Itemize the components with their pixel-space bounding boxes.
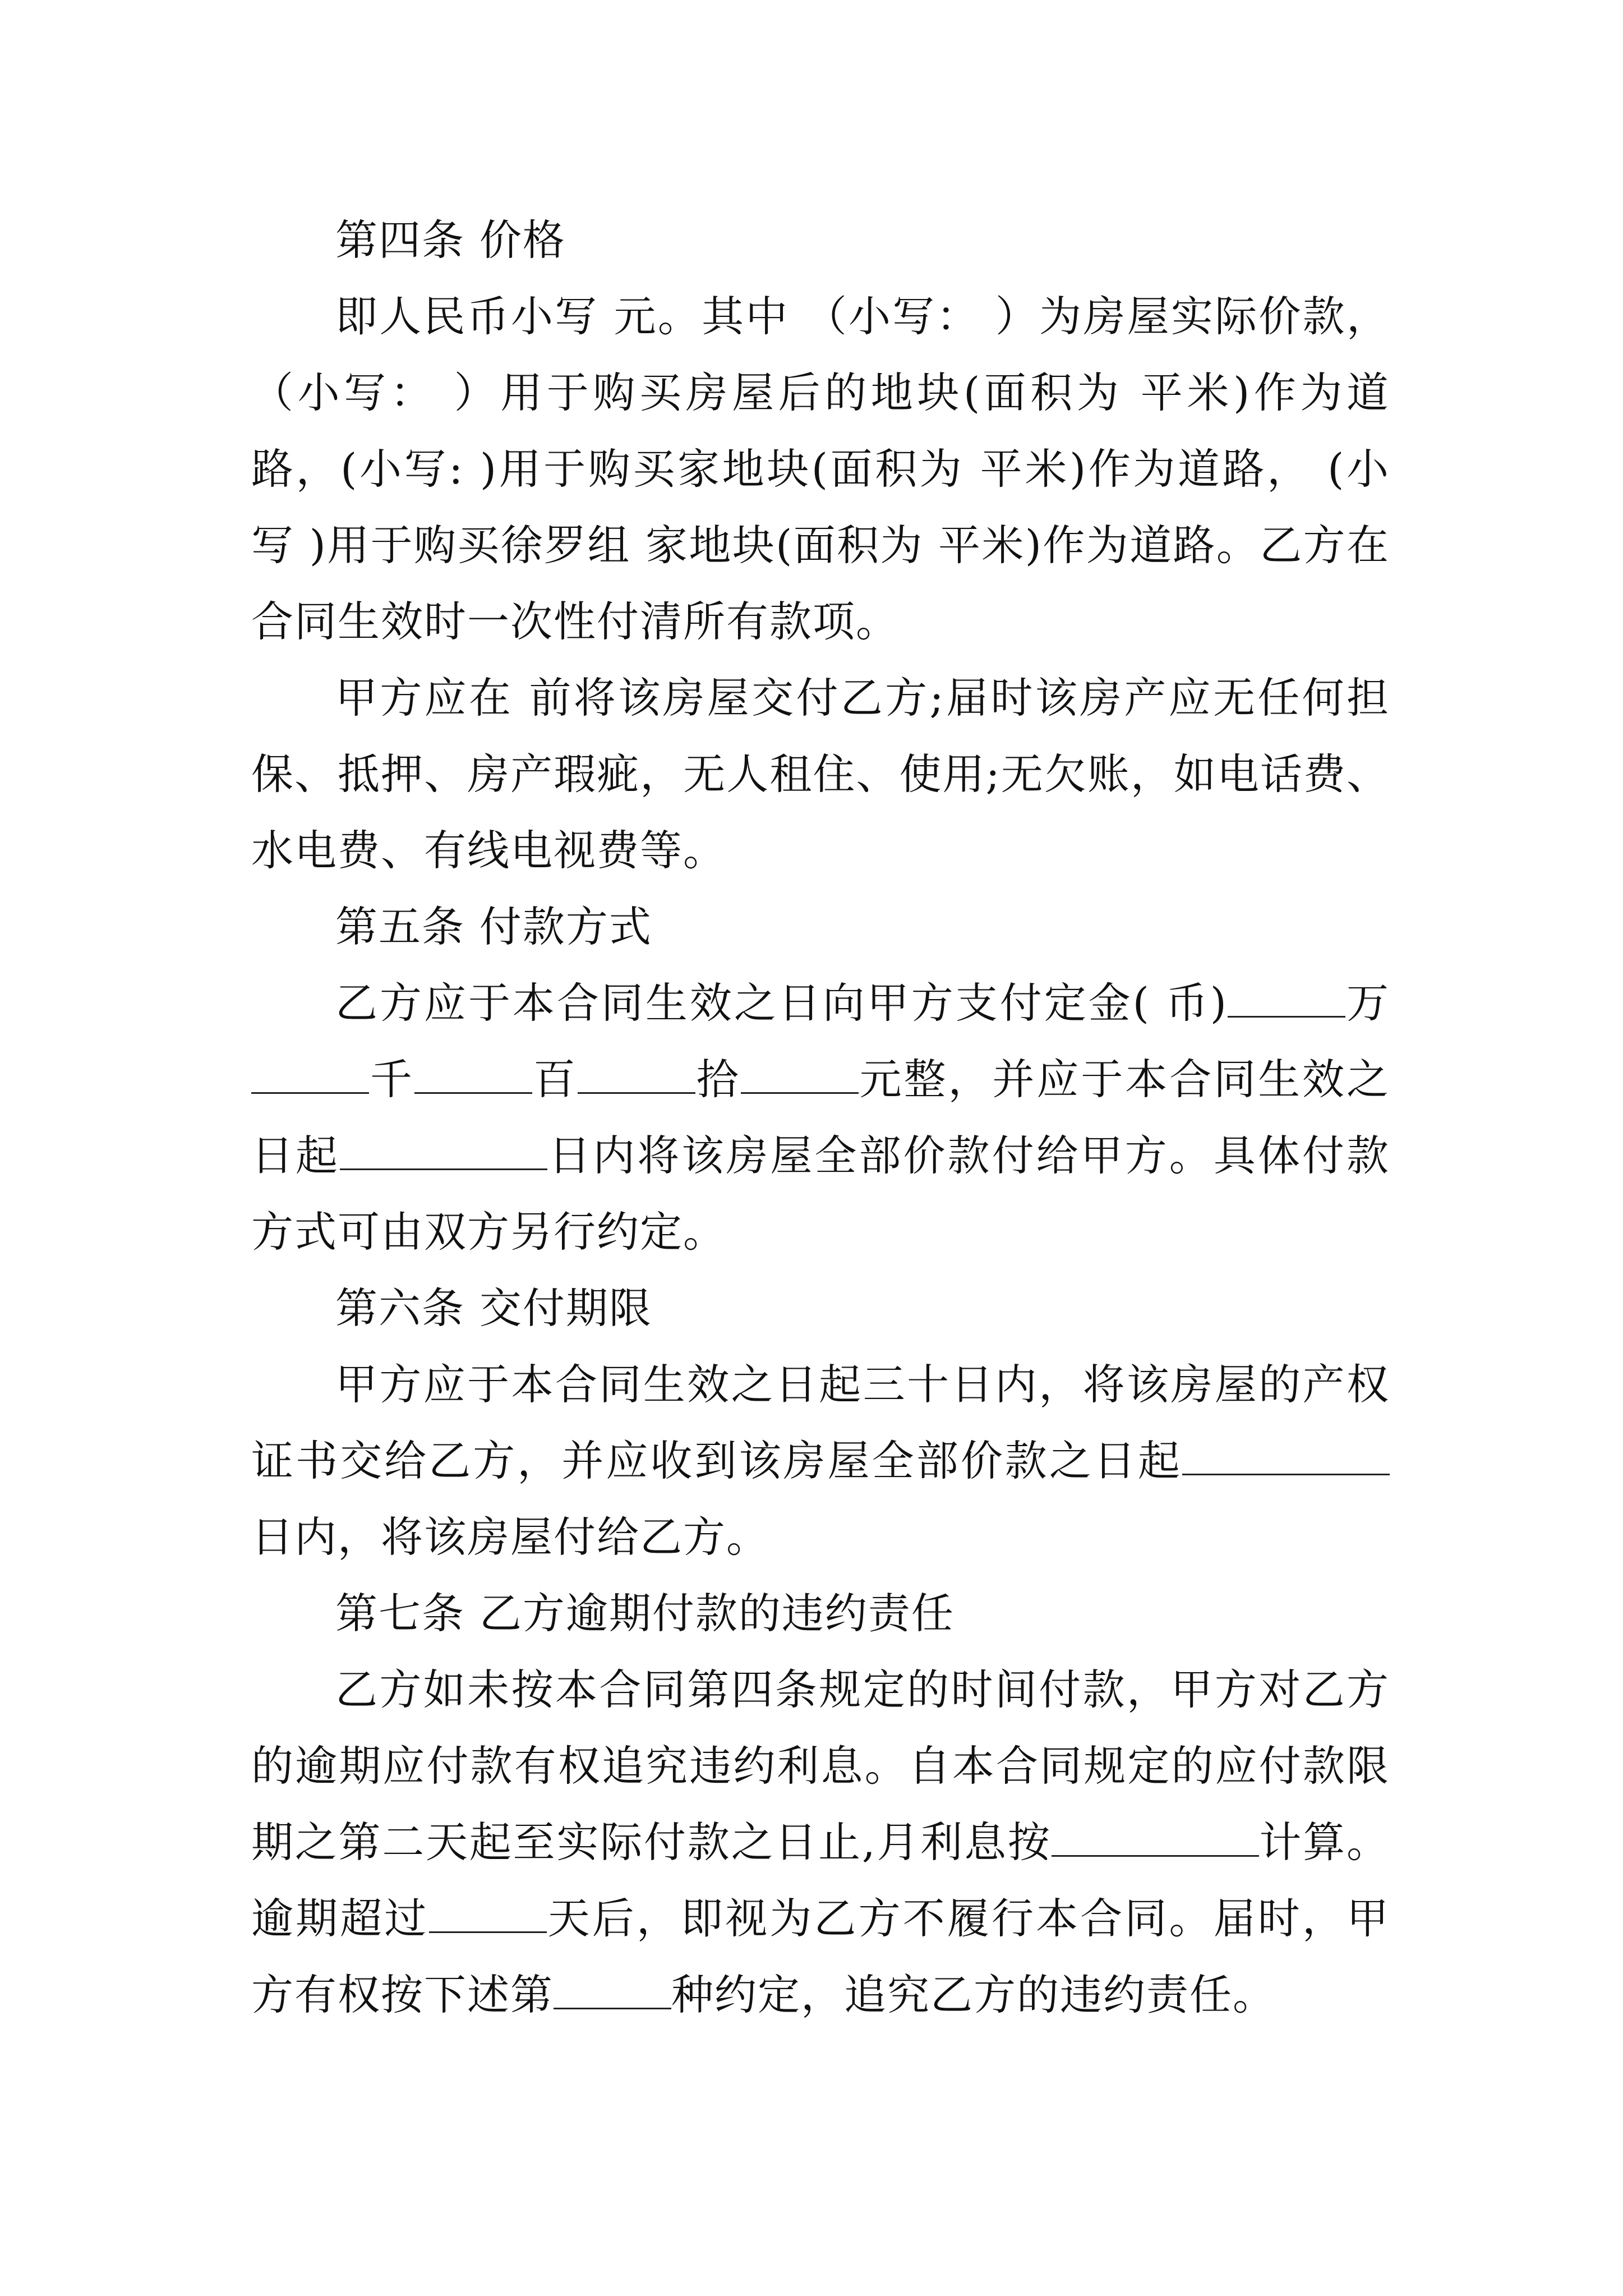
text-run: 种约定，追究乙方的违约责任。 bbox=[671, 1970, 1276, 2019]
blank-field bbox=[429, 1898, 547, 1933]
blank-field bbox=[578, 1059, 695, 1094]
section-5-payment-paragraph bbox=[251, 965, 1390, 1270]
text-run: 日内将该房屋全部价款付给甲方。具体付款方式可由双方另行约定。 bbox=[251, 1131, 1390, 1257]
section-7-liability-paragraph bbox=[251, 1651, 1390, 2033]
text-run: 拾 bbox=[695, 1055, 741, 1104]
blank-field bbox=[340, 1135, 547, 1170]
text-run: 计算。逾期超过 bbox=[251, 1818, 1390, 1943]
text-run: 天后，即视为乙方不履行本合同。届时，甲方有权按下述第 bbox=[251, 1894, 1390, 2019]
section-7-heading: 第七条 乙方逾期付款的违约责任 bbox=[335, 1589, 955, 1638]
text-run: 万 bbox=[1345, 978, 1390, 1028]
blank-field bbox=[741, 1059, 859, 1094]
text-run: 千 bbox=[369, 1055, 414, 1104]
section-6-delivery-term-paragraph bbox=[251, 1346, 1390, 1575]
blank-field bbox=[554, 1974, 671, 2009]
section-4-heading: 第四条 价格 bbox=[335, 215, 566, 265]
text-run: 乙方应于本合同生效之日向甲方支付定金( 币) bbox=[335, 978, 1228, 1028]
section-4-price-paragraph: 即人民币小写 元。其中 （小写： ）为房屋实际价款，（小写： ）用于购买房屋后的地块(面积为 平米)作为道路，(小写: )用于购买家地块(面积为 平米)作为道路， (小写 )用于购买徐罗组 家地块(面积为 平米)作为道路。乙方在合同生效时一次性付清所有款项。 bbox=[251, 292, 1390, 646]
blank-field bbox=[1052, 1821, 1259, 1857]
text-run: 日内，将该房屋付给乙方。 bbox=[251, 1512, 770, 1562]
text-run: 百 bbox=[532, 1055, 578, 1104]
blank-field bbox=[414, 1059, 532, 1094]
text-run: 元整，并应于本合同生效之日起 bbox=[251, 1055, 1390, 1180]
document-body bbox=[251, 202, 1390, 2033]
blank-field bbox=[251, 1059, 369, 1094]
blank-field bbox=[1182, 1440, 1390, 1475]
section-6-heading: 第六条 交付期限 bbox=[335, 1283, 652, 1333]
blank-field bbox=[1228, 982, 1345, 1018]
section-5-heading: 第五条 付款方式 bbox=[335, 902, 652, 951]
text-run: 乙方如未按本合同第四条规定的时间付款，甲方对乙方的逾期应付款有权追究违约利息。自本合同规定的应付款限期之第二天起至实际付款之日止,月利息按 bbox=[251, 1665, 1390, 1867]
section-4-delivery-paragraph: 甲方应在 前将该房屋交付乙方;届时该房产应无任何担保、抵押、房产瑕疵，无人租住、使用;无欠账，如电话费、水电费、有线电视费等。 bbox=[251, 673, 1390, 875]
text-run: 甲方应于本合同生效之日起三十日内，将该房屋的产权证书交给乙方，并应收到该房屋全部价款之日起 bbox=[251, 1360, 1390, 1485]
